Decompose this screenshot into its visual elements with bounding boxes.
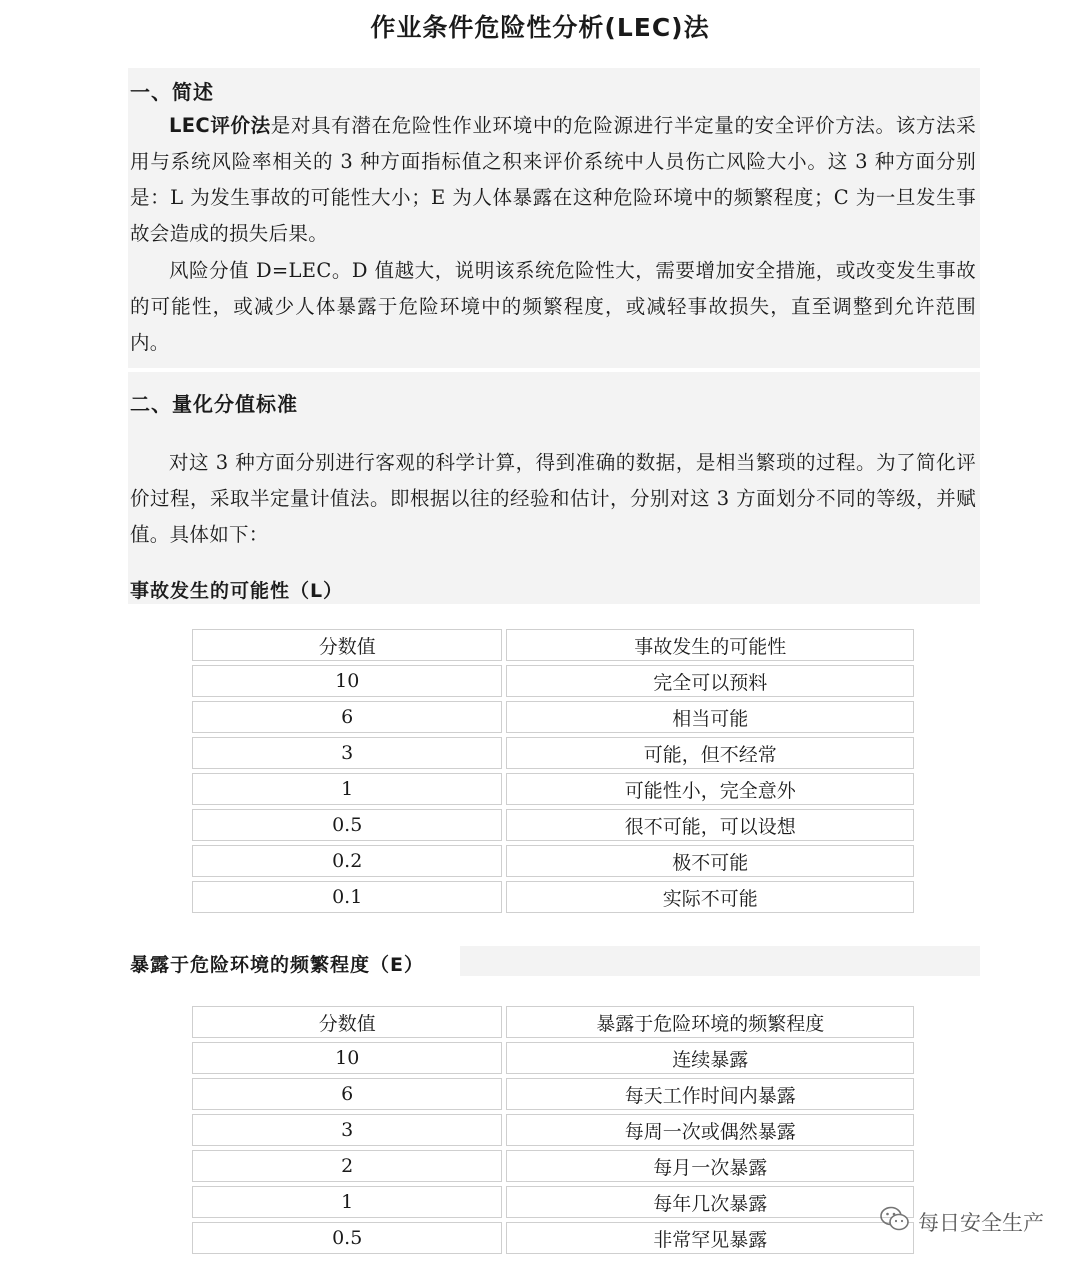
cell-description: 非常罕见暴露: [506, 1222, 914, 1254]
likelihood-row: [192, 845, 914, 877]
exposure-row: [192, 1078, 914, 1110]
likelihood-row: [192, 773, 914, 805]
likelihood-header-row: [192, 629, 914, 661]
cell-description: 可能，但不经常: [506, 737, 914, 769]
exposure-row: [192, 1150, 914, 1182]
header-description: 暴露于危险环境的频繁程度: [506, 1006, 914, 1038]
cell-score: 0.5: [192, 809, 502, 841]
cell-description: 可能性小，完全意外: [506, 773, 914, 805]
caption-background-e: [460, 946, 980, 976]
wechat-icon: [880, 1206, 910, 1237]
cell-score: 1: [192, 773, 502, 805]
cell-score: 3: [192, 1114, 502, 1146]
exposure-row: [192, 1186, 914, 1218]
cell-description: 每周一次或偶然暴露: [506, 1114, 914, 1146]
exposure-row: [192, 1222, 914, 1254]
cell-description: 每月一次暴露: [506, 1150, 914, 1182]
paragraph-quantification: 对这 3 种方面分别进行客观的科学计算，得到准确的数据，是相当繁琐的过程。为了简化评价过程，采取半定量计值法。即根据以往的经验和估计，分别对这 3 方面划分不同的等级，并赋值。具体如下：: [130, 451, 976, 546]
table-exposure: [192, 1002, 914, 1258]
lec-intro-text: 是对具有潜在危险性作业环境中的危险源进行半定量的安全评价方法。该方法采用与系统风险率相关的 3 种方面指标值之积来评价系统中人员伤亡风险大小。这 3 种方面分别是：L 为发生事故的可能性大小；E 为人体暴露在这种危险环境中的频繁程度；C 为一旦发生事故会造成的损失后果。: [130, 114, 976, 245]
cell-score: 10: [192, 665, 502, 697]
likelihood-row: [192, 809, 914, 841]
likelihood-row: [192, 881, 914, 913]
cell-score: 2: [192, 1150, 502, 1182]
exposure-row: [192, 1114, 914, 1146]
cell-description: 很不可能，可以设想: [506, 809, 914, 841]
header-score: 分数值: [192, 1006, 502, 1038]
exposure-header-row: [192, 1006, 914, 1038]
cell-score: 3: [192, 737, 502, 769]
likelihood-row: [192, 701, 914, 733]
table-likelihood: [192, 625, 914, 917]
section-heading-overview: 一、简述: [130, 80, 214, 104]
likelihood-row: [192, 665, 914, 697]
section-heading-quantification: 二、量化分值标准: [130, 392, 298, 416]
likelihood-row: [192, 737, 914, 769]
cell-score: 6: [192, 701, 502, 733]
header-description: 事故发生的可能性: [506, 629, 914, 661]
cell-score: 1: [192, 1186, 502, 1218]
cell-score: 6: [192, 1078, 502, 1110]
cell-description: 实际不可能: [506, 881, 914, 913]
exposure-row: [192, 1042, 914, 1074]
table-caption-exposure: 暴露于危险环境的频繁程度（E）: [130, 954, 424, 976]
watermark: [880, 1206, 1044, 1237]
cell-description: 连续暴露: [506, 1042, 914, 1074]
table-caption-likelihood: 事故发生的可能性（L）: [130, 580, 344, 602]
cell-description: 每天工作时间内暴露: [506, 1078, 914, 1110]
cell-score: 0.1: [192, 881, 502, 913]
header-score: 分数值: [192, 629, 502, 661]
watermark-text: 每日安全生产: [918, 1210, 1044, 1235]
cell-description: 相当可能: [506, 701, 914, 733]
page-title: 作业条件危险性分析(LEC)法: [370, 13, 710, 42]
cell-score: 0.2: [192, 845, 502, 877]
paragraph-lec-intro: [130, 108, 976, 252]
cell-score: 0.5: [192, 1222, 502, 1254]
cell-score: 10: [192, 1042, 502, 1074]
cell-description: 每年几次暴露: [506, 1186, 914, 1218]
cell-description: 极不可能: [506, 845, 914, 877]
cell-description: 完全可以预料: [506, 665, 914, 697]
paragraph-risk-score: 风险分值 D=LEC。D 值越大，说明该系统危险性大，需要增加安全措施，或改变发生事故的可能性，或减少人体暴露于危险环境中的频繁程度，或减轻事故损失，直至调整到允许范围内。: [130, 259, 976, 354]
lec-term-bold: LEC评价法: [169, 114, 271, 137]
